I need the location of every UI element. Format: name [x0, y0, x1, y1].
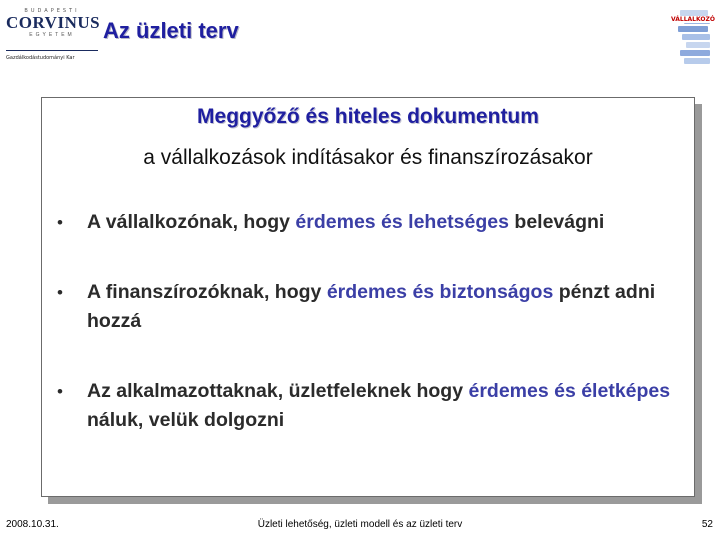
bullet-text	[87, 208, 604, 237]
logo-stripe	[682, 34, 710, 40]
bullet-text-post: belevágni	[508, 211, 605, 233]
content-heading: Meggyőző és hiteles dokumentum	[197, 105, 539, 128]
bullet-item	[57, 208, 687, 237]
page-number: 52	[701, 519, 713, 530]
bullet-text-post: pénzt adni hozzá	[87, 281, 656, 332]
slide-title: Az üzleti terv	[103, 18, 239, 43]
bullet-highlight: érdemes és lehetséges	[295, 211, 509, 233]
bullet-marker: •	[57, 213, 63, 232]
bullet-text-pre: Az alkalmazottaknak, üzletfeleknek hogy	[87, 380, 469, 402]
footer-date: 2008.10.31.	[6, 519, 59, 530]
bullet-item	[57, 278, 687, 336]
logo-divider	[6, 50, 98, 51]
logo-top-text: BUDAPESTI	[24, 8, 80, 14]
content-subheading: a vállalkozások indításakor és finanszírozásakor	[143, 146, 593, 169]
logo-stripe	[686, 42, 710, 48]
bullet-text-post: náluk, velük dolgozni	[87, 409, 285, 431]
bullet-list	[57, 208, 687, 476]
content-box	[41, 97, 695, 497]
bullet-text	[87, 278, 687, 336]
vallalkozo-logo	[671, 6, 715, 70]
bullet-highlight: érdemes és biztonságos	[326, 281, 554, 303]
bullet-marker: •	[57, 382, 63, 401]
logo-badge: VÁLLALKOZÓ	[671, 16, 715, 23]
footer-title: Üzleti lehetőség, üzleti modell és az üzleti terv	[257, 519, 463, 530]
bullet-text-pre: A finanszírozóknak, hogy	[87, 281, 327, 303]
logo-stripe	[678, 26, 708, 32]
logo-caption: Gazdálkodástudományi Kar	[6, 55, 75, 61]
logo-stripe	[680, 50, 710, 56]
bullet-highlight: érdemes és életképes	[468, 380, 671, 402]
bullet-text-pre: A vállalkozónak, hogy	[87, 211, 296, 233]
logo-main-text: CORVINUS	[6, 13, 101, 32]
logo-stripe	[684, 58, 710, 64]
bullet-marker: •	[57, 283, 63, 302]
logo-sub-text: EGYETEM	[29, 32, 75, 38]
corvinus-logo	[6, 8, 101, 64]
bullet-item	[57, 377, 687, 435]
bullet-text	[87, 377, 687, 435]
